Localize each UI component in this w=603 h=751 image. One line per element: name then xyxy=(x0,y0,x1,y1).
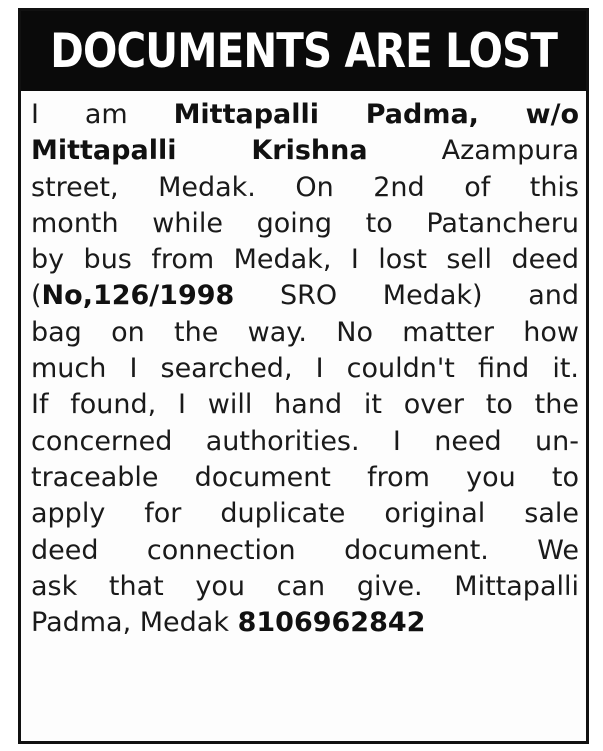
notice-line xyxy=(31,97,579,133)
line-text: month while going to Patancheru xyxy=(31,207,579,239)
line-text: street, Medak. On 2nd of this xyxy=(31,171,579,203)
notice-line xyxy=(31,133,579,169)
line-text: much I searched, I couldn't find it. xyxy=(31,353,579,385)
notice-line xyxy=(31,496,579,532)
notice-title: DOCUMENTS ARE LOST xyxy=(50,23,557,79)
notice-line xyxy=(31,242,579,278)
line-text: deed connection document. We xyxy=(31,534,579,566)
line-text: If found, I will hand it over to the xyxy=(31,389,579,421)
notice-line xyxy=(31,387,579,423)
line-text: SRO Medak) and xyxy=(234,280,579,312)
line-text: bag on the way. No matter how xyxy=(31,316,579,348)
contact-phone-number: 8106962842 xyxy=(237,607,426,639)
line-text: Padma, Medak xyxy=(31,607,238,639)
line-text: concerned authorities. I need un- xyxy=(31,425,579,457)
notice-line xyxy=(31,460,579,496)
notice-body xyxy=(31,97,579,641)
notice-line xyxy=(31,170,579,206)
notice-line xyxy=(31,315,579,351)
notice-header xyxy=(21,11,586,91)
line-text: apply for duplicate original sale xyxy=(31,498,579,530)
notice-line xyxy=(31,351,579,387)
notice-line xyxy=(31,424,579,460)
line-text: I am xyxy=(31,99,174,130)
lost-documents-notice xyxy=(18,8,589,744)
line-text-bold: Mittapalli Padma, w/o xyxy=(173,99,579,130)
line-text: Azampura xyxy=(367,135,579,167)
line-text: ( xyxy=(31,280,42,312)
notice-line xyxy=(31,605,579,641)
line-text: traceable document from you to xyxy=(31,461,579,493)
notice-line xyxy=(31,206,579,242)
notice-line xyxy=(31,569,579,605)
line-text: ask that you can give. Mittapalli xyxy=(31,570,579,602)
notice-line xyxy=(31,278,579,314)
deed-number: No,126/1998 xyxy=(41,280,235,312)
line-text-bold: Mittapalli Krishna xyxy=(31,135,368,167)
line-text: by bus from Medak, I lost sell deed xyxy=(31,244,579,276)
notice-line xyxy=(31,533,579,569)
